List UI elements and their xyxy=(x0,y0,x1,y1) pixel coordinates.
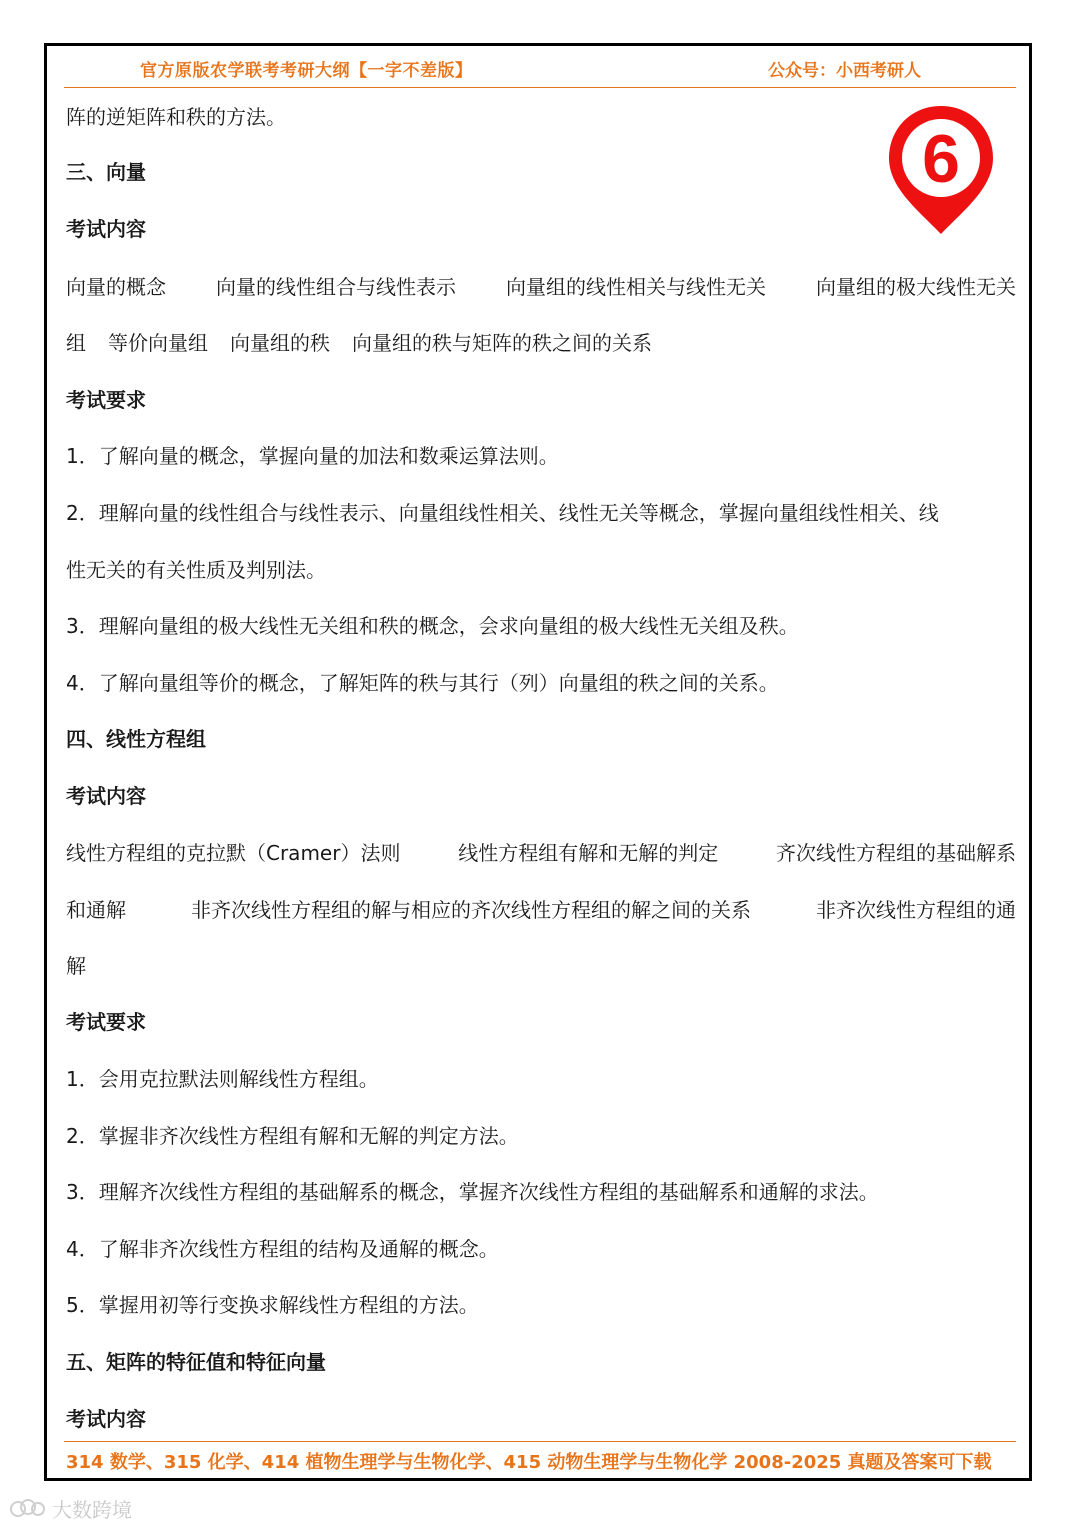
requirement-item: 2．掌握非齐次线性方程组有解和无解的判定方法。 xyxy=(66,1124,519,1148)
subheading-content: 考试内容 xyxy=(66,1407,146,1431)
watermark-text: 大数跨境 xyxy=(52,1498,132,1522)
topic: 向量组的极大线性无关 xyxy=(816,275,1016,299)
topic: 齐次线性方程组的基础解系 xyxy=(775,841,1016,865)
watermark xyxy=(8,1494,132,1523)
requirement-item: 4．了解非齐次线性方程组的结构及通解的概念。 xyxy=(66,1237,499,1261)
topic: 向量的概念 xyxy=(66,275,166,299)
topic: 组 xyxy=(66,331,86,355)
topic: 非齐次线性方程组的通 xyxy=(816,898,1016,922)
topic: 向量组的秩与矩阵的秩之间的关系 xyxy=(352,331,652,355)
header-account: 公众号：小西考研人 xyxy=(768,61,921,81)
text-line: 阵的逆矩阵和秩的方法。 xyxy=(66,105,286,129)
requirement-item: 1．会用克拉默法则解线性方程组。 xyxy=(66,1067,379,1091)
topic: 非齐次线性方程组的解与相应的齐次线性方程组的解之间的关系 xyxy=(191,898,751,922)
topic: 向量的线性组合与线性表示 xyxy=(216,275,456,299)
content-row xyxy=(66,897,1016,923)
topic: 向量组的秩 xyxy=(230,331,330,355)
location-pin-logo-icon xyxy=(884,102,998,238)
subheading-content: 考试内容 xyxy=(66,784,146,808)
page-border xyxy=(44,43,1032,1481)
subheading-requirements: 考试要求 xyxy=(66,388,146,412)
content-row xyxy=(66,274,1016,300)
topic: 向量组的线性相关与线性无关 xyxy=(506,275,766,299)
topic: 等价向量组 xyxy=(108,331,208,355)
requirement-item: 2．理解向量的线性组合与线性表示、向量组线性相关、线性无关等概念，掌握向量组线性相关、线 xyxy=(66,501,939,525)
topic: 线性方程组的克拉默（Cramer）法则 xyxy=(66,841,401,865)
content-row xyxy=(66,330,1016,356)
requirement-item: 5．掌握用初等行变换求解线性方程组的方法。 xyxy=(66,1293,479,1317)
section-heading: 四、线性方程组 xyxy=(66,727,206,751)
subheading-requirements: 考试要求 xyxy=(66,1010,146,1034)
footer-note: 314 数学、315 化学、414 植物生理学与生物化学、415 动物生理学与生物化学 2008-2025 真题及答案可下载 xyxy=(66,1452,992,1473)
requirement-item: 3．理解向量组的极大线性无关组和秩的概念，会求向量组的极大线性无关组及秩。 xyxy=(66,614,799,638)
text-line: 解 xyxy=(66,954,86,978)
subheading-content: 考试内容 xyxy=(66,217,146,241)
section-heading: 三、向量 xyxy=(66,160,146,184)
topic: 线性方程组有解和无解的判定 xyxy=(458,841,719,865)
requirement-item: 1．了解向量的概念，掌握向量的加法和数乘运算法则。 xyxy=(66,444,559,468)
requirement-item: 4．了解向量组等价的概念，了解矩阵的秩与其行（列）向量组的秩之间的关系。 xyxy=(66,671,779,695)
content-row xyxy=(66,840,1016,866)
header-title: 官方原版农学联考考研大纲【一字不差版】 xyxy=(140,61,473,81)
footer-rule xyxy=(64,1441,1016,1442)
topic: 和通解 xyxy=(66,898,126,922)
requirement-item: 3．理解齐次线性方程组的基础解系的概念，掌握齐次线性方程组的基础解系和通解的求法。 xyxy=(66,1180,879,1204)
watermark-logo-icon xyxy=(8,1497,48,1521)
header-rule xyxy=(64,87,1016,88)
requirement-item: 性无关的有关性质及判别法。 xyxy=(66,558,326,582)
section-heading: 五、矩阵的特征值和特征向量 xyxy=(66,1350,326,1374)
logo-glyph: 6 xyxy=(922,121,960,197)
